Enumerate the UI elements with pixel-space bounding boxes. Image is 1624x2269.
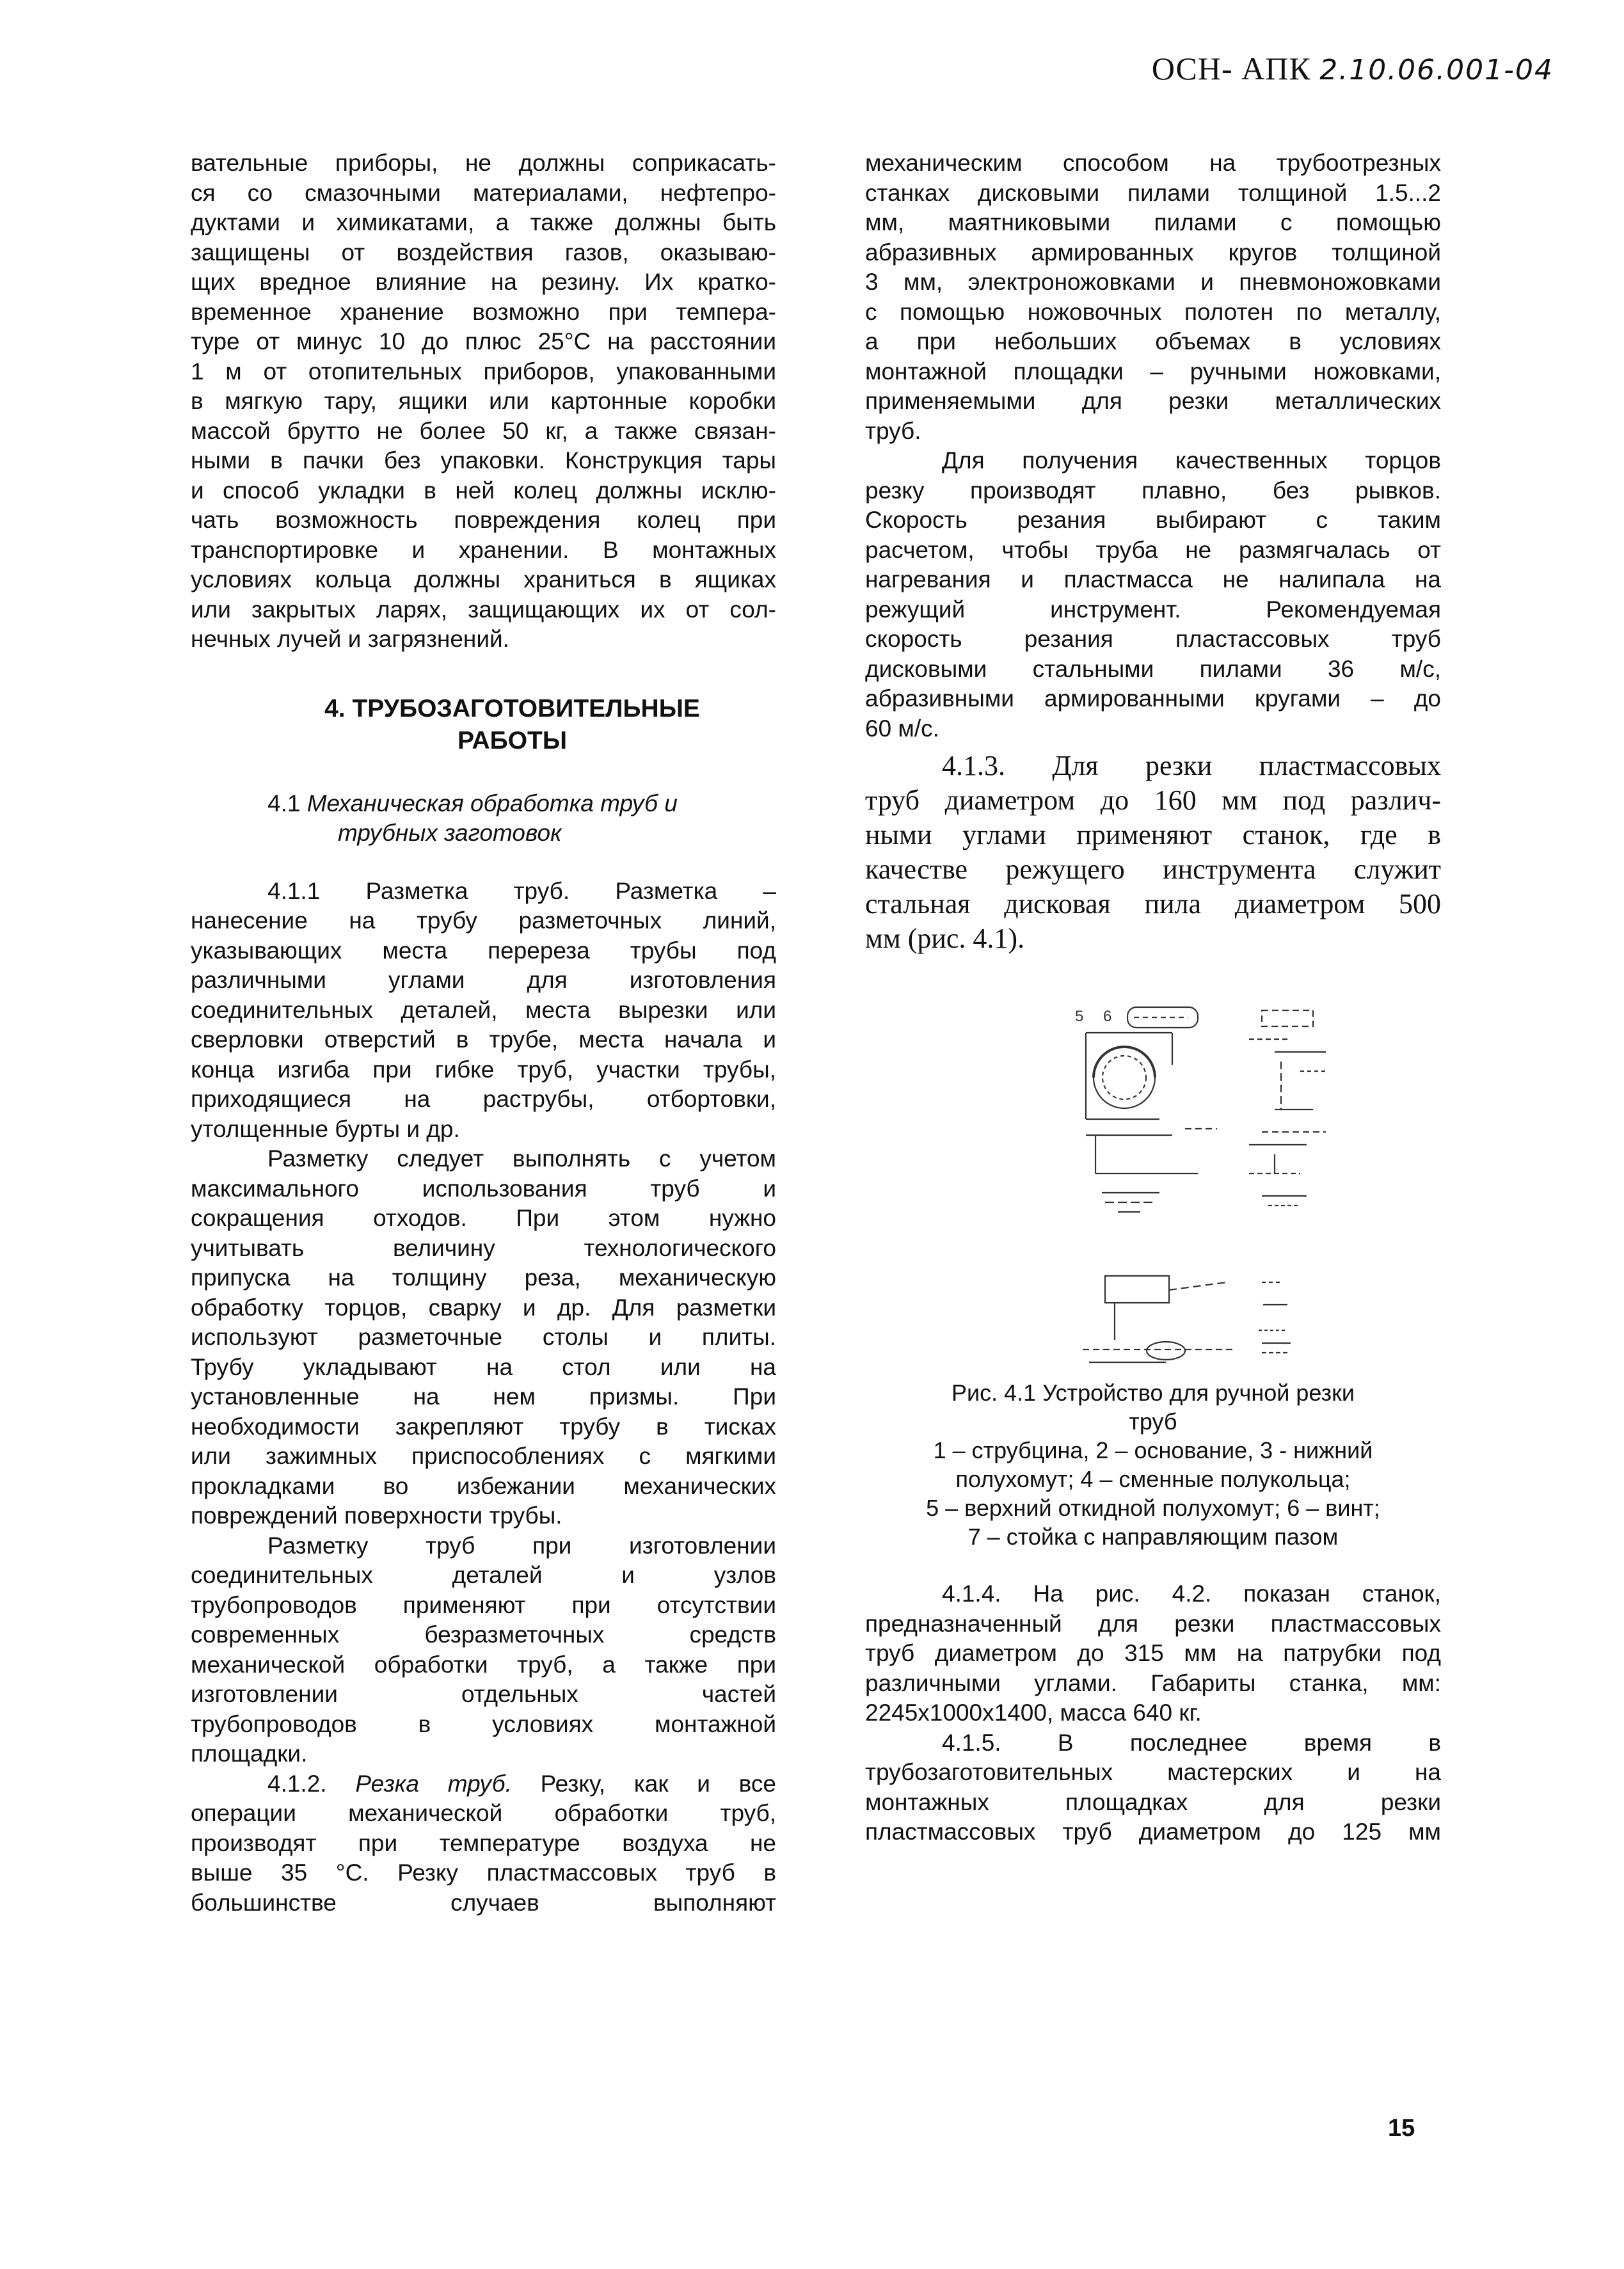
- section-heading-line-2: РАБОТЫ: [457, 726, 568, 754]
- paragraph-line: 1 м от отопительных приборов, упакованными: [191, 358, 776, 385]
- base-block: [1105, 1276, 1169, 1303]
- paragraph-line: или зажимных приспособлениях с мягкими: [191, 1443, 776, 1469]
- paragraph-line: обработку торцов, сварку и др. Для разметки: [191, 1294, 776, 1321]
- paragraph-line: труб.: [865, 417, 921, 444]
- paragraph-line: большинстве случаев выполняют: [191, 1889, 776, 1916]
- document-code: [1152, 50, 1554, 87]
- paragraph-line: сверловки отверстий в трубе, места начала и: [191, 1026, 776, 1053]
- paragraph-line: 4.1.3. Для резки пластмассовых: [942, 750, 1441, 781]
- paragraph-line: повреждений поверхности трубы.: [191, 1502, 562, 1529]
- caption-line: 7 – стойка с направляющим пазом: [967, 1524, 1339, 1550]
- paragraph-line: 2245х1000х1400, масса 640 кг.: [865, 1700, 1202, 1726]
- paragraph-line: станках дисковыми пилами толщиной 1.5...2: [865, 179, 1441, 206]
- paragraph-line: 4.1.5. В последнее время в: [942, 1729, 1441, 1756]
- paragraph-line: трубопроводов в условиях монтажной: [191, 1710, 776, 1737]
- subsection-heading: [191, 789, 776, 848]
- paragraph-line: 3 мм, электроножовками и пневмоножовками: [865, 269, 1441, 295]
- paragraph-machine-315: [865, 1579, 1441, 1728]
- paragraph-line: 60 м/с.: [865, 715, 939, 742]
- paragraph-line: конца изгиба при гибке труб, участки трубы,: [191, 1056, 776, 1083]
- paragraph-line: установленные на нем призмы. При: [191, 1383, 776, 1410]
- paragraph-line: с помощью ножовочных полотен по металлу,: [865, 298, 1441, 325]
- paragraph-cutting: [191, 1769, 776, 1918]
- clause-title: Резка труб.: [355, 1770, 512, 1797]
- paragraph-line: Разметку труб при изготовлении: [267, 1532, 776, 1559]
- paragraph-line: прокладками во избежании механических: [191, 1472, 776, 1499]
- paragraph-line: Для получения качественных торцов: [942, 447, 1441, 474]
- paragraph-line: указывающих места перереза трубы под: [191, 937, 776, 964]
- paragraph-line: соединительных деталей, места вырезки или: [191, 996, 776, 1023]
- paragraph-line: щих вредное влияние на резину. Их кратко-: [191, 269, 776, 295]
- paragraph-line: в мягкую тару, ящики или картонные коробки: [191, 388, 776, 414]
- clause-text: Резку, как и все: [511, 1770, 776, 1797]
- paragraph-line: и способ укладки в ней колец должны исклю-: [191, 477, 776, 504]
- paragraph-cutting-methods: [865, 148, 1441, 446]
- paragraph-line: резку производят плавно, без рывков.: [865, 477, 1441, 504]
- paragraph-line: припуска на толщину реза, механическую: [191, 1264, 776, 1291]
- paragraph-line: площадки.: [191, 1740, 308, 1767]
- paragraph-line: а при небольших объемах в условиях: [865, 328, 1441, 354]
- paragraph-line: ся со смазочными материалами, нефтепро-: [191, 179, 776, 206]
- paragraph-line: массой брутто не более 50 кг, а также связан-: [191, 417, 776, 444]
- paragraph-line: нечных лучей и загрязнений.: [191, 626, 509, 652]
- paragraph-line: ными углами применяют станок, где в: [865, 819, 1441, 850]
- paragraph-line: производят при температуре воздуха не: [191, 1829, 776, 1856]
- paragraph-line: дуктами и химикатами, а также должны быть: [191, 209, 776, 235]
- paragraph-line: приходящиеся на раструбы, отбортовки,: [191, 1086, 776, 1112]
- paragraph-line: трубозаготовительных мастерских и на: [865, 1759, 1441, 1785]
- paragraph-line: труб диаметром до 315 мм на патрубки под: [865, 1640, 1441, 1666]
- document-code-handwritten: 2.10.06.001-04: [1319, 54, 1554, 86]
- paragraph-line: абразивных армированных кругов толщиной: [865, 239, 1441, 266]
- paragraph-marking-rules: [191, 1144, 776, 1531]
- paragraph-line: защищены от воздействия газов, оказываю-: [191, 239, 776, 266]
- paragraph-storage: [191, 148, 776, 655]
- paragraph-line: стальная дисковая пила диаметром 500: [865, 888, 1441, 920]
- paragraph-line: используют разметочные столы и плиты.: [191, 1324, 776, 1350]
- figure-caption: [865, 1378, 1441, 1551]
- paragraph-line: соединительных деталей и узлов: [191, 1562, 776, 1588]
- subsection-heading-line-2: трубных заготовок: [338, 820, 562, 846]
- paragraph-line: мм, маятниковыми пилами с помощью: [865, 209, 1441, 235]
- paragraph-cutting-first-line: [191, 1769, 776, 1799]
- paragraph-line: труб диаметром до 160 мм под различ-: [865, 784, 1441, 816]
- subsection-title: Механическая обработка труб и: [306, 790, 678, 816]
- page-number: 15: [1388, 2115, 1415, 2142]
- paragraph-line: или закрытых ларях, защищающих их от сол-: [191, 596, 776, 623]
- paragraph-line: трубопроводов применяют при отсутствии: [191, 1591, 776, 1618]
- paragraph-line: Трубу укладывают на стол или на: [191, 1353, 776, 1380]
- figure-4-1: [865, 982, 1441, 1378]
- pipe-cutting-device-drawing: [865, 982, 1441, 1378]
- paragraph-line: Скорость резания выбирают с таким: [865, 507, 1441, 533]
- clause-number: 4.1.2.: [267, 1770, 356, 1797]
- paragraph-line: различными углами для изготовления: [191, 967, 776, 993]
- paragraph-line: чать возможность повреждения колец при: [191, 507, 776, 533]
- paragraph-line: дисковыми стальными пилами 36 м/с,: [865, 655, 1441, 682]
- paragraph-marking: [191, 877, 776, 1145]
- paragraph-marking-usage: [191, 1531, 776, 1769]
- paragraph-line: абразивными армированными кругами – до: [865, 685, 1441, 712]
- paragraph-line: изготовлении отдельных частей: [191, 1681, 776, 1707]
- subsection-number: 4.1: [267, 790, 307, 816]
- paragraph-line: транспортировке и хранении. В монтажных: [191, 536, 776, 563]
- paragraph-cutting-quality: [865, 446, 1441, 744]
- document-code-printed: ОСН- АПК: [1151, 51, 1311, 86]
- figure-label-6: 6: [1103, 1008, 1112, 1025]
- caption-line: труб: [1129, 1408, 1177, 1435]
- paragraph-line: операции механической обработки труб,: [191, 1800, 776, 1826]
- paragraph-line: мм (рис. 4.1).: [865, 923, 1025, 954]
- paragraph-line: 4.1.4. На рис. 4.2. показан станок,: [942, 1580, 1441, 1607]
- paragraph-line: выше 35 °С. Резку пластмассовых труб в: [191, 1859, 776, 1886]
- paragraph-line: механической обработки труб, а также при: [191, 1651, 776, 1678]
- paragraph-line: расчетом, чтобы труба не размягчалась от: [865, 536, 1441, 563]
- paragraph-line: Разметку следует выполнять с учетом: [267, 1145, 776, 1172]
- paragraph-line: максимального использования труб и: [191, 1175, 776, 1202]
- paragraph-line: учитывать величину технологического: [191, 1234, 776, 1261]
- caption-line: 5 – верхний откидной полухомут; 6 – винт;: [926, 1495, 1380, 1521]
- paragraph-line: нагревания и пластмасса не налипала на: [865, 566, 1441, 593]
- paragraph-line: современных безразметочных средств: [191, 1621, 776, 1648]
- paragraph-line: механическим способом на трубоотрезных: [865, 150, 1441, 176]
- figure-label-5: 5: [1075, 1008, 1084, 1025]
- paragraph-line: 4.1.1 Разметка труб. Разметка –: [267, 877, 776, 904]
- paragraph-line: условиях кольца должны храниться в ящиках: [191, 566, 776, 593]
- paragraph-line: монтажных площадках для резки: [865, 1788, 1441, 1815]
- paragraph-line: различными углами. Габариты станка, мм:: [865, 1669, 1441, 1696]
- right-column: [865, 148, 1441, 1847]
- caption-line: 1 – струбцина, 2 – основание, 3 - нижний: [933, 1437, 1373, 1463]
- section-heading: [191, 693, 776, 757]
- paragraph-line: утолщенные бурты и др.: [191, 1115, 460, 1142]
- caption-line: Рис. 4.1 Устройство для ручной резки: [951, 1380, 1355, 1406]
- caption-line: полухомут; 4 – сменные полукольца;: [955, 1466, 1351, 1492]
- paragraph-line: необходимости закрепляют трубу в тисках: [191, 1413, 776, 1440]
- paragraph-machine-160: [865, 749, 1441, 956]
- paragraph-line: нанесение на трубу разметочных линий,: [191, 907, 776, 934]
- paragraph-recent-methods: [865, 1728, 1441, 1847]
- paragraph-line: временное хранение возможно при темпера-: [191, 298, 776, 325]
- paragraph-line: режущий инструмент. Рекомендуемая: [865, 596, 1441, 623]
- left-column: [191, 148, 776, 1918]
- paragraph-cutting-body: [191, 1799, 776, 1918]
- paragraph-line: ными в пачки без упаковки. Конструкция тары: [191, 447, 776, 474]
- paragraph-line: применяемыми для резки металлических: [865, 388, 1441, 414]
- paragraph-line: скорость резания пластассовых труб: [865, 626, 1441, 652]
- subsection-heading-line-1: [267, 789, 776, 819]
- paragraph-line: туре от минус 10 до плюс 25°С на расстоянии: [191, 328, 776, 354]
- paragraph-line: пластмассовых труб диаметром до 125 мм: [865, 1819, 1441, 1845]
- paragraph-line: сокращения отходов. При этом нужно: [191, 1205, 776, 1231]
- paragraph-line: качестве режущего инструмента служит: [865, 854, 1441, 885]
- section-heading-line-1: 4. ТРУБОЗАГОТОВИТЕЛЬНЫЕ: [324, 694, 700, 722]
- paragraph-line: монтажной площадки – ручными ножовками,: [865, 358, 1441, 385]
- paragraph-line: предназначенный для резки пластмассовых: [865, 1610, 1441, 1637]
- paragraph-line: вательные приборы, не должны соприкасать-: [191, 150, 776, 176]
